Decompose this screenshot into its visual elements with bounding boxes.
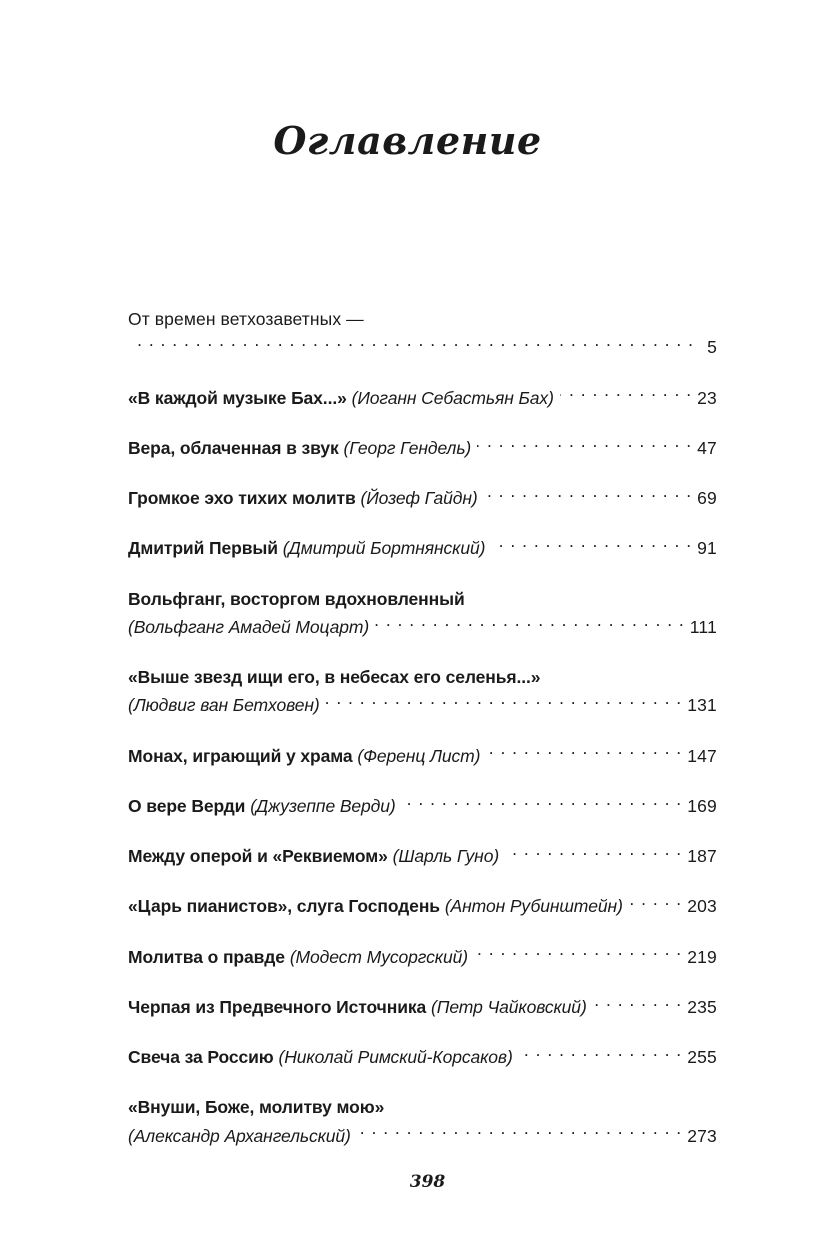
toc-entry-author: (Петр Чайковский) [431,996,587,1017]
toc-dot-leader [484,487,693,505]
toc-entry-line [128,334,717,360]
toc-entry-line [128,614,717,640]
toc-entry[interactable] [128,586,717,641]
toc-entry-text [128,586,465,612]
toc-entry-line [128,435,717,461]
toc-entry-author: (Йозеф Гайдн) [360,488,478,508]
toc-page-number[interactable]: 203 [687,896,717,917]
toc-page-number[interactable]: 5 [707,337,717,358]
toc-entry-line [128,1044,717,1070]
toc-entry-title: Громкое эхо тихих молитв [128,488,356,508]
toc-entry-title: Между оперой и «Реквиемом» [128,846,388,866]
toc-dot-leader [593,995,683,1013]
toc-entry-title: «В каждой музыке Бах...» [128,387,347,408]
toc-entry-line [128,1094,717,1120]
toc-entry-line [128,485,717,511]
toc-entry-line [128,692,717,718]
toc-entry-text [128,1123,351,1149]
toc-dot-leader [505,845,682,863]
toc-page-number[interactable]: 47 [697,437,717,458]
toc-dot-leader [134,336,694,354]
toc-entry-title: Вольфганг, восторгом вдохновленный [128,588,465,609]
toc-dot-leader [629,895,682,913]
toc-entry[interactable] [128,485,717,511]
toc-entry-text [128,843,499,869]
toc-entry-text [128,485,478,511]
toc-dot-leader [474,945,682,963]
toc-entry[interactable] [128,793,717,819]
toc-entry-title: «Внуши, Боже, молитву мою» [128,1097,385,1118]
toc-entry-line [128,664,717,690]
toc-entry-text [128,692,320,718]
toc-entry[interactable] [128,435,717,461]
toc-entry-author: (Дмитрий Бортнянский) [282,538,486,559]
toc-entry[interactable] [128,664,717,719]
toc-entry-title: Дмитрий Первый [128,538,278,559]
toc-dot-leader [477,436,692,454]
toc-page-number[interactable]: 169 [687,795,717,816]
toc-entry-line [128,843,717,869]
toc-dot-leader [560,386,692,404]
toc-entry-text [128,385,554,411]
toc-entry-text [128,893,623,919]
toc-entry[interactable] [128,944,717,970]
toc-entry-text [128,614,369,640]
toc-entry-line [128,385,717,411]
toc-page-number[interactable]: 111 [689,616,717,637]
toc-page-number[interactable]: 255 [687,1047,717,1067]
toc-entry-text [128,664,540,690]
page-folio-number: 398 [409,1172,446,1192]
toc-entry-author: (Шарль Гуно) [392,846,500,866]
toc-entry-text [128,306,364,332]
toc-entry-line [128,586,717,612]
toc-entry-author: (Джузеппе Верди) [250,795,396,816]
toc-page-number[interactable]: 147 [687,745,717,766]
toc-entry-author: (Николай Римский-Корсаков) [278,1047,513,1067]
toc-entry-title: Монах, играющий у храма [128,745,353,766]
toc-entry-line [128,793,717,819]
toc-page-number[interactable]: 69 [697,488,717,508]
toc-entry[interactable] [128,1094,717,1149]
toc-entry[interactable] [128,743,717,769]
table-of-contents-list [128,306,717,1149]
toc-entry-title: Вера, облаченная в звук [128,437,339,458]
toc-entry[interactable] [128,893,717,919]
toc-dot-leader [491,537,692,555]
toc-dot-leader [402,794,683,812]
toc-dot-leader [519,1046,683,1064]
toc-entry-title: О вере Верди [128,795,246,816]
toc-page-number[interactable]: 187 [687,846,717,866]
toc-page-number[interactable]: 219 [687,946,717,967]
toc-dot-leader [375,615,685,633]
toc-entry[interactable] [128,535,717,561]
toc-entry-line [128,944,717,970]
toc-entry-title: Молитва о правде [128,946,285,967]
toc-page-number[interactable]: 273 [687,1125,717,1146]
toc-entry-author: (Александр Архангельский) [128,1125,351,1146]
toc-page-number[interactable]: 131 [687,695,717,716]
toc-page-number[interactable]: 235 [687,996,717,1017]
toc-dot-leader [486,744,682,762]
toc-entry-author: (Вольфганг Амадей Моцарт) [128,616,370,637]
toc-dot-leader [357,1124,682,1142]
toc-entry-text [128,435,471,461]
toc-entry-title: От времен ветхозаветных — [128,309,364,329]
toc-page-number[interactable]: 23 [697,387,717,408]
toc-entry-line [128,1123,717,1149]
toc-entry-text [128,1094,384,1120]
toc-dot-leader [326,694,683,712]
toc-entry-line [128,893,717,919]
toc-entry-line [128,743,717,769]
toc-entry-text [128,743,480,769]
toc-entry-author: (Антон Рубинштейн) [444,896,623,917]
toc-entry-author: (Георг Гендель) [343,437,472,458]
toc-entry-author: (Людвиг ван Бетховен) [128,695,320,716]
toc-entry-author: (Иоганн Себастьян Бах) [351,387,554,408]
page-title: Оглавление [273,118,542,163]
toc-page-number[interactable]: 91 [697,538,717,559]
toc-entry[interactable] [128,306,717,361]
toc-entry[interactable] [128,843,717,869]
toc-entry-title: «Царь пианистов», слуга Господень [128,896,440,917]
toc-entry-title: Свеча за Россию [128,1047,274,1067]
toc-entry-author: (Ференц Лист) [357,745,481,766]
toc-entry[interactable] [128,385,717,411]
toc-entry-author: (Модест Мусоргский) [289,946,468,967]
toc-entry-line [128,535,717,561]
toc-entry-text [128,944,468,970]
toc-entry-text [128,1044,513,1070]
toc-entry-title: Черпая из Предвечного Источника [128,996,427,1017]
toc-entry-line [128,994,717,1020]
toc-entry-text [128,535,485,561]
toc-entry-title: «Выше звезд ищи его, в небесах его селенья...» [128,667,541,687]
toc-entry-text [128,994,587,1020]
toc-entry-text [128,793,396,819]
toc-entry-line [128,306,717,332]
toc-entry[interactable] [128,1044,717,1070]
toc-entry[interactable] [128,994,717,1020]
